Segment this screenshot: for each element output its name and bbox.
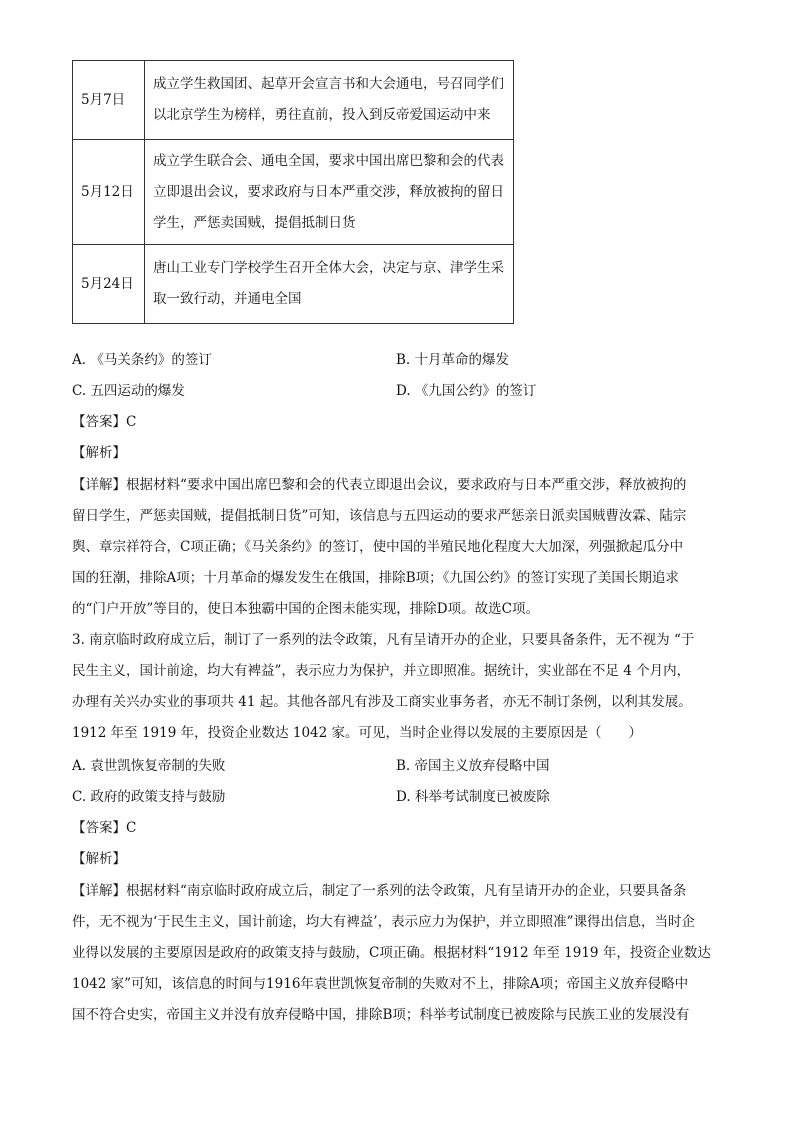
q3-detail-line: 国不符合史实，帝国主义并没有放弃侵略中国，排除B项；科举考试制度已被废除与民族工业的发展没有 [72, 1007, 690, 1023]
q3-option-c: C. 政府的政策支持与鼓励 [72, 789, 226, 805]
q2-option-c: C. 五四运动的爆发 [72, 383, 185, 399]
q2-detail-line: 留日学生，严惩卖国贼，提倡抵制日货”可知，该信息与五四运动的要求严惩亲日派卖国贼曹汝霖、陆宗 [72, 508, 687, 524]
q3-analysis-heading: 【解析】 [72, 851, 126, 867]
table-cell-desc: 成立学生救国团、起草开会宣言书和大会通电，号召同学们以北京学生为榜样，勇往直前，投入到反帝爱国运动中来 [145, 61, 514, 140]
q3-detail-line: 业得以发展的主要原因是政府的政策支持与鼓励，C项正确。根据材料“1912 年至 1919 年，投资企业数达 [72, 945, 711, 961]
table-cell-date: 5月7日 [73, 61, 145, 140]
q3-stem-line: 1912 年至 1919 年，投资企业数达 1042 家。可见，当时企业得以发展的主要原因是（ ） [72, 725, 643, 741]
table-row [73, 140, 514, 245]
table-cell-date: 5月12日 [73, 140, 145, 245]
table-cell-desc: 唐山工业专门学校学生召开全体大会，决定与京、津学生采取一致行动，并通电全国 [145, 245, 514, 324]
table-row [73, 61, 514, 140]
q2-detail-line: 的“门户开放”等目的，使日本独霸中国的企图未能实现，排除D项。故选C项。 [72, 601, 539, 617]
q3-stem-line: 3. 南京临时政府成立后，制订了一系列的法令政策，凡有呈请开办的企业，只要具备条件，无不视为 “于 [72, 632, 695, 648]
q2-option-b: B. 十月革命的爆发 [396, 352, 510, 368]
q2-detail-line: 【详解】根据材料“要求中国出席巴黎和会的代表立即退出会议，要求政府与日本严重交涉，释放被拘的 [72, 477, 687, 493]
q2-option-a: A. 《马关条约》的签订 [72, 352, 212, 368]
q3-stem-line: 办理有关兴办实业的事项共 41 起。其他各部凡有涉及工商实业事务者，亦无不制订条例，以利其发展。 [72, 694, 692, 710]
table-row [73, 245, 514, 324]
q3-detail [72, 876, 722, 1031]
q2-answer: 【答案】C [72, 414, 137, 430]
events-table [72, 60, 514, 324]
q3-option-b: B. 帝国主义放弃侵略中国 [396, 758, 550, 774]
q2-option-d: D. 《九国公约》的签订 [396, 383, 537, 399]
q3-detail-line: 【详解】根据材料“南京临时政府成立后，制定了一系列的法令政策，凡有呈请开办的企业，只要具备条 [72, 883, 687, 899]
table-cell-date: 5月24日 [73, 245, 145, 324]
table-cell-desc: 成立学生联合会、通电全国，要求中国出席巴黎和会的代表立即退出会议，要求政府与日本严重交涉，释放被拘的留日学生，严惩卖国贼，提倡抵制日货 [145, 140, 514, 245]
q3-detail-line: 件，无不视为‘于民生主义，国计前途，均大有裨益’，表示应力为保护，并立即照准”课得出信息，当时企 [72, 914, 695, 930]
q3-stem [72, 625, 722, 749]
q2-detail-line: 国的狂潮，排除A项；十月革命的爆发发生在俄国，排除B项；《九国公约》的签订实现了美国长期追求 [72, 570, 679, 586]
q3-answer: 【答案】C [72, 820, 137, 836]
q2-detail-line: 舆、章宗祥符合，C项正确；《马关条约》的签订，使中国的半殖民地化程度大大加深，列强掀起瓜分中 [72, 539, 684, 555]
q3-option-d: D. 科举考试制度已被废除 [396, 789, 550, 805]
q3-stem-line: 民生主义，国计前途，均大有裨益”，表示应力为保护，并立即照准。据统计，实业部在不足 4 个月内， [72, 663, 691, 679]
q2-detail [72, 470, 722, 625]
q3-detail-line: 1042 家”可知，该信息的时间与1916年袁世凯恢复帝制的失败对不上，排除A项；帝国主义放弃侵略中 [72, 976, 689, 992]
q3-option-a: A. 袁世凯恢复帝制的失败 [72, 758, 226, 774]
q2-analysis-heading: 【解析】 [72, 445, 126, 461]
